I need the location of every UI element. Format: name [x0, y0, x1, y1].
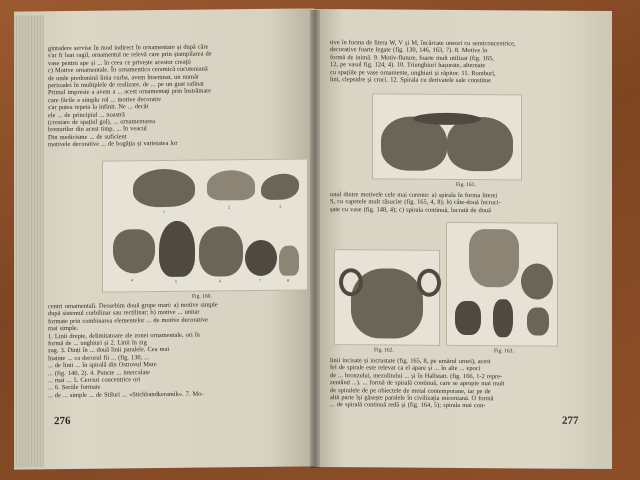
text-line: cu spațiile pe vase ornamente, unghiuri și răpitor. 11. Romburi, — [330, 68, 496, 77]
figure-caption: Fig. 162. — [374, 347, 394, 354]
text-line: gintadere servise în mod indirect în ornamentare și după căre — [48, 43, 209, 53]
figurine-image — [493, 299, 513, 337]
figure-label: 6 — [219, 278, 221, 284]
vessel-handle — [417, 269, 441, 297]
text-line: brenurilor din acest timp, ... în veacul — [48, 125, 147, 134]
figure-label: 7 — [259, 277, 261, 284]
vessel-image — [447, 117, 513, 171]
open-book — [14, 10, 612, 468]
text-line: 1. Linii drepte, delimitatoare ale zonei ornamentale, ori în — [48, 331, 200, 340]
text-line: de ... bronzului, mezolitului ... și în Hallstatt. (fig. 166, 1-2 repre- — [330, 371, 503, 381]
text-line: formă de ... unghiuri și 2. Linii în zig — [48, 339, 147, 348]
vessel-image — [207, 170, 255, 201]
figure-caption: Fig. 161. — [456, 181, 476, 189]
figure-label: 3 — [279, 203, 281, 209]
text-line: Primul impresie a avem a ... acest ornamentaţi prin înstrămare — [48, 87, 212, 97]
figure-162 — [334, 249, 440, 346]
text-line: fel de spirale este relevat ca el apare și ... în alte ... epoci — [330, 364, 481, 373]
figure-163 — [446, 222, 558, 347]
vessel-image — [261, 174, 299, 200]
figurine-image — [455, 301, 481, 335]
text-line: perioadei în multiplele de realizare, de ... pe un gust rafinat — [48, 80, 204, 90]
text-line: s'ar fi luat ragil, ornamentul ne relevă care prin ștampilarea de — [48, 50, 212, 60]
vessel-image — [199, 226, 243, 276]
left-text-bottom — [48, 301, 302, 400]
vessel-image — [279, 246, 299, 276]
text-line: 12, pe vasul fig. 124, 4). 10. Triunghiuri hașurate, alternate — [330, 61, 486, 70]
text-line: mai simple. — [48, 325, 79, 333]
text-line: ... de spirală continuă redă și (fig. 164, 5); spirala mai con- — [330, 401, 486, 410]
figurine-image — [527, 307, 549, 335]
text-line: vase pentru ape și ... în ceea ce privește acestor creaţii — [48, 58, 191, 68]
text-line: formate prin combinarea elementelor ... de motive decorative — [48, 316, 209, 326]
text-line: altă parte își găsește paralele în civilizația miceniană. O formă — [330, 394, 494, 403]
text-line: linii incisate și incrustate (fig. 165, 8, pe umărul urnei), acest — [330, 357, 491, 366]
vessel-handle — [339, 268, 363, 296]
text-line: c) Motive ornamentale. În ornamentica ceramică cucuteniană — [48, 65, 208, 75]
text-line: formă de inimă. 9. Motiv-fluture, foarte mult utilizat (fig. 165, — [330, 53, 494, 63]
text-line: Din medicisme ... de suficient — [48, 133, 127, 142]
vessel-image — [159, 221, 195, 277]
text-line: de spiralele de pe obiectele de metal contemporane, iar pe de — [330, 386, 491, 395]
text-line: care făcile a simplu rol ... motive decorativ — [48, 95, 162, 105]
page-number: 277 — [562, 414, 579, 427]
figure-label: 2 — [228, 204, 230, 210]
figure-160 — [102, 158, 308, 292]
figurine-image — [521, 263, 553, 299]
figure-caption: Fig. 163. — [494, 348, 514, 355]
text-line: după sistemul curbilinar sau rectilinar; b) motive ... unitar — [48, 309, 200, 318]
text-line: ... de linii ... în spirală din Ostrovul Mare — [48, 361, 157, 370]
vessel-image — [245, 240, 277, 276]
text-line: decorative foarte legate (fig. 130, 146, 163, 7). 8. Motive în — [330, 46, 488, 55]
text-line: ... mai ... 5. Cercuri concentrice ori — [48, 376, 141, 385]
text-line: zag. 3. Dinți în ... două linii paralele. Cea mai — [48, 346, 170, 355]
text-line: zentând ...). ... formă de spirală continuă, care se apropie mai mult — [330, 379, 505, 388]
text-line: S, cu capetele mult răsucite (fig. 165, 4, 8); b) câte-două încruci- — [330, 198, 501, 207]
text-line: ... (fig. 140, 2). 4. Puncte ... intercalate — [48, 368, 150, 377]
vessel-image — [113, 229, 155, 273]
figure-caption: Fig. 160. — [192, 293, 212, 300]
right-page — [314, 9, 612, 469]
right-text-bottom — [330, 357, 592, 411]
page-number: 276 — [54, 414, 71, 428]
figurine-image — [469, 229, 519, 287]
text-line: unul dintre motivele cele mai curente: a) spirala în forma literei — [330, 191, 498, 200]
book-gutter — [310, 10, 320, 468]
text-line: centri ornamentali. Deosebim două grupe mari: a) motive simple — [48, 301, 218, 311]
page-edges — [14, 15, 44, 467]
text-line: înainte ... ca decorul fii ... (fig. 130, ... — [48, 354, 150, 363]
left-page — [14, 8, 314, 469]
figure-label: 8 — [287, 277, 289, 283]
figure-label: 5 — [175, 278, 177, 284]
text-line: ... 6. Seriile formate — [48, 384, 101, 392]
text-line: ... de ... simple ... de Stiluri ... «Stichbandkeramik». 7. Mo- — [48, 390, 204, 400]
left-text-top — [48, 43, 302, 149]
figure-161 — [372, 93, 522, 180]
right-text-top — [330, 39, 592, 85]
text-line: (crestare de spațiul gol), ... ornamentarea — [48, 118, 156, 127]
figure-label: 1 — [163, 208, 165, 215]
text-line: ele ... de principiul ... noastră — [48, 111, 125, 119]
right-text-middle — [330, 191, 592, 215]
text-line: tive în forma de litera W, V și M, încărcate uneori cu semiconcentrice, — [330, 39, 516, 48]
vessel-image — [133, 169, 195, 208]
text-line: motivele decorative ... de bogăţia și varietatea lor — [48, 140, 178, 149]
text-line: s'ar putea repeta la infinit. Ne ... decât — [48, 103, 149, 112]
figure-label: 4 — [131, 277, 133, 283]
text-line: șate cu vase (fig. 148, 4); c) spirala continuă, lucrată de două — [330, 205, 491, 215]
text-line: lini, clepsidre și cruci. 12. Spirala cu derivatele sale constitue — [330, 76, 492, 85]
text-line: de unde predomină linia curba, avem însemnat, un număr — [48, 73, 199, 82]
